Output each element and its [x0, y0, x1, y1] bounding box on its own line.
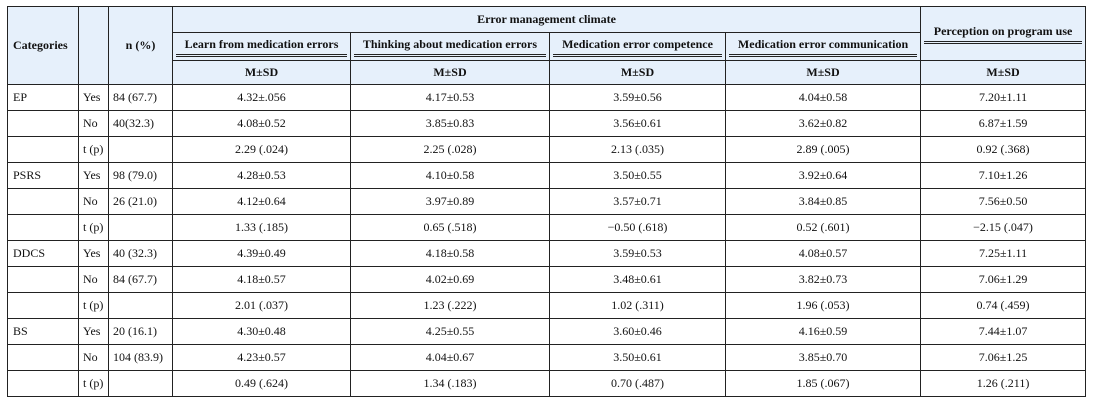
row-value: 3.85±0.70 — [726, 345, 921, 371]
header-msd: M±SD — [173, 61, 351, 85]
row-category: BS — [8, 319, 79, 345]
table-row — [8, 241, 1086, 267]
row-value: 7.25±1.11 — [921, 241, 1086, 267]
row-value: 2.13 (.035) — [550, 137, 726, 163]
table-row — [8, 137, 1086, 163]
row-value: 4.04±0.58 — [726, 85, 921, 111]
row-n-pct — [109, 293, 173, 319]
row-value: 0.92 (.368) — [921, 137, 1086, 163]
table-row — [8, 215, 1086, 241]
table-row — [8, 85, 1086, 111]
row-n-pct: 84 (67.7) — [109, 267, 173, 293]
row-value: 4.02±0.69 — [351, 267, 550, 293]
row-value: 6.87±1.59 — [921, 111, 1086, 137]
row-value: 4.10±0.58 — [351, 163, 550, 189]
row-subgroup: t (p) — [79, 293, 109, 319]
row-value: 4.30±0.48 — [173, 319, 351, 345]
row-value: 4.28±0.53 — [173, 163, 351, 189]
header-msd: M±SD — [351, 61, 550, 85]
header-n-pct: n (%) — [109, 7, 173, 85]
row-n-pct — [109, 215, 173, 241]
row-subgroup: Yes — [79, 319, 109, 345]
row-value: 3.57±0.71 — [550, 189, 726, 215]
row-category — [8, 189, 79, 215]
table-row — [8, 371, 1086, 397]
row-value: 3.82±0.73 — [726, 267, 921, 293]
results-table — [7, 6, 1086, 397]
row-subgroup: No — [79, 345, 109, 371]
row-value: 3.59±0.53 — [550, 241, 726, 267]
row-n-pct: 26 (21.0) — [109, 189, 173, 215]
row-value: 3.59±0.56 — [550, 85, 726, 111]
row-value: 3.85±0.83 — [351, 111, 550, 137]
row-value: 0.49 (.624) — [173, 371, 351, 397]
table-row — [8, 267, 1086, 293]
row-n-pct: 104 (83.9) — [109, 345, 173, 371]
header-msd: M±SD — [550, 61, 726, 85]
header-subgroup — [79, 7, 109, 85]
row-value: 4.17±0.53 — [351, 85, 550, 111]
table-row — [8, 163, 1086, 189]
row-value: 4.04±0.67 — [351, 345, 550, 371]
row-n-pct: 98 (79.0) — [109, 163, 173, 189]
row-value: 2.25 (.028) — [351, 137, 550, 163]
table-row — [8, 293, 1086, 319]
row-value: 1.96 (.053) — [726, 293, 921, 319]
row-value: 0.52 (.601) — [726, 215, 921, 241]
row-value: −0.50 (.618) — [550, 215, 726, 241]
row-category — [8, 293, 79, 319]
row-n-pct — [109, 371, 173, 397]
row-value: 7.10±1.26 — [921, 163, 1086, 189]
row-value: 4.18±0.58 — [351, 241, 550, 267]
table-row — [8, 345, 1086, 371]
row-value: 3.92±0.64 — [726, 163, 921, 189]
row-category: PSRS — [8, 163, 79, 189]
row-subgroup: No — [79, 111, 109, 137]
row-subgroup: Yes — [79, 163, 109, 189]
row-value: 3.48±0.61 — [550, 267, 726, 293]
row-value: 2.01 (.037) — [173, 293, 351, 319]
row-subgroup: t (p) — [79, 137, 109, 163]
row-value: 3.62±0.82 — [726, 111, 921, 137]
row-value: 4.16±0.59 — [726, 319, 921, 345]
row-value: 2.29 (.024) — [173, 137, 351, 163]
row-n-pct: 84 (67.7) — [109, 85, 173, 111]
row-value: 3.97±0.89 — [351, 189, 550, 215]
row-n-pct: 40 (32.3) — [109, 241, 173, 267]
row-value: 0.70 (.487) — [550, 371, 726, 397]
row-value: 7.06±1.25 — [921, 345, 1086, 371]
header-msd: M±SD — [921, 61, 1086, 85]
row-value: 1.26 (.211) — [921, 371, 1086, 397]
row-category — [8, 371, 79, 397]
row-value: 7.06±1.29 — [921, 267, 1086, 293]
row-value: 1.33 (.185) — [173, 215, 351, 241]
row-n-pct: 40(32.3) — [109, 111, 173, 137]
row-n-pct: 20 (16.1) — [109, 319, 173, 345]
table-body — [8, 85, 1086, 397]
header-msd: M±SD — [726, 61, 921, 85]
table-row — [8, 111, 1086, 137]
row-value: 3.50±0.55 — [550, 163, 726, 189]
row-value: 3.56±0.61 — [550, 111, 726, 137]
row-n-pct — [109, 137, 173, 163]
row-category — [8, 111, 79, 137]
row-value: 4.32±.056 — [173, 85, 351, 111]
row-subgroup: t (p) — [79, 215, 109, 241]
table-row — [8, 189, 1086, 215]
row-value: 1.23 (.222) — [351, 293, 550, 319]
row-value: 4.18±0.57 — [173, 267, 351, 293]
row-category: EP — [8, 85, 79, 111]
row-value: 4.08±0.57 — [726, 241, 921, 267]
row-value: 3.84±0.85 — [726, 189, 921, 215]
row-value: 3.50±0.61 — [550, 345, 726, 371]
row-value: 3.60±0.46 — [550, 319, 726, 345]
row-value: 7.20±1.11 — [921, 85, 1086, 111]
row-subgroup: Yes — [79, 85, 109, 111]
row-value: 1.85 (.067) — [726, 371, 921, 397]
row-value: 0.65 (.518) — [351, 215, 550, 241]
row-value: 0.74 (.459) — [921, 293, 1086, 319]
header-perception: Perception on program use — [921, 7, 1086, 61]
header-categories: Categories — [8, 7, 79, 85]
row-category: DDCS — [8, 241, 79, 267]
row-category — [8, 137, 79, 163]
header-thinking: Thinking about medication errors — [351, 33, 550, 61]
row-value: 4.23±0.57 — [173, 345, 351, 371]
row-value: 4.08±0.52 — [173, 111, 351, 137]
header-error-management-climate: Error management climate — [173, 7, 921, 33]
table-row — [8, 319, 1086, 345]
row-value: 1.02 (.311) — [550, 293, 726, 319]
row-value: −2.15 (.047) — [921, 215, 1086, 241]
row-subgroup: No — [79, 189, 109, 215]
row-subgroup: t (p) — [79, 371, 109, 397]
header-learn: Learn from medication errors — [173, 33, 351, 61]
row-category — [8, 215, 79, 241]
row-value: 4.39±0.49 — [173, 241, 351, 267]
header-competence: Medication error competence — [550, 33, 726, 61]
row-value: 4.12±0.64 — [173, 189, 351, 215]
row-subgroup: Yes — [79, 241, 109, 267]
row-category — [8, 267, 79, 293]
row-value: 2.89 (.005) — [726, 137, 921, 163]
row-value: 7.56±0.50 — [921, 189, 1086, 215]
row-value: 7.44±1.07 — [921, 319, 1086, 345]
row-value: 4.25±0.55 — [351, 319, 550, 345]
header-communication: Medication error communication — [726, 33, 921, 61]
row-subgroup: No — [79, 267, 109, 293]
row-category — [8, 345, 79, 371]
row-value: 1.34 (.183) — [351, 371, 550, 397]
